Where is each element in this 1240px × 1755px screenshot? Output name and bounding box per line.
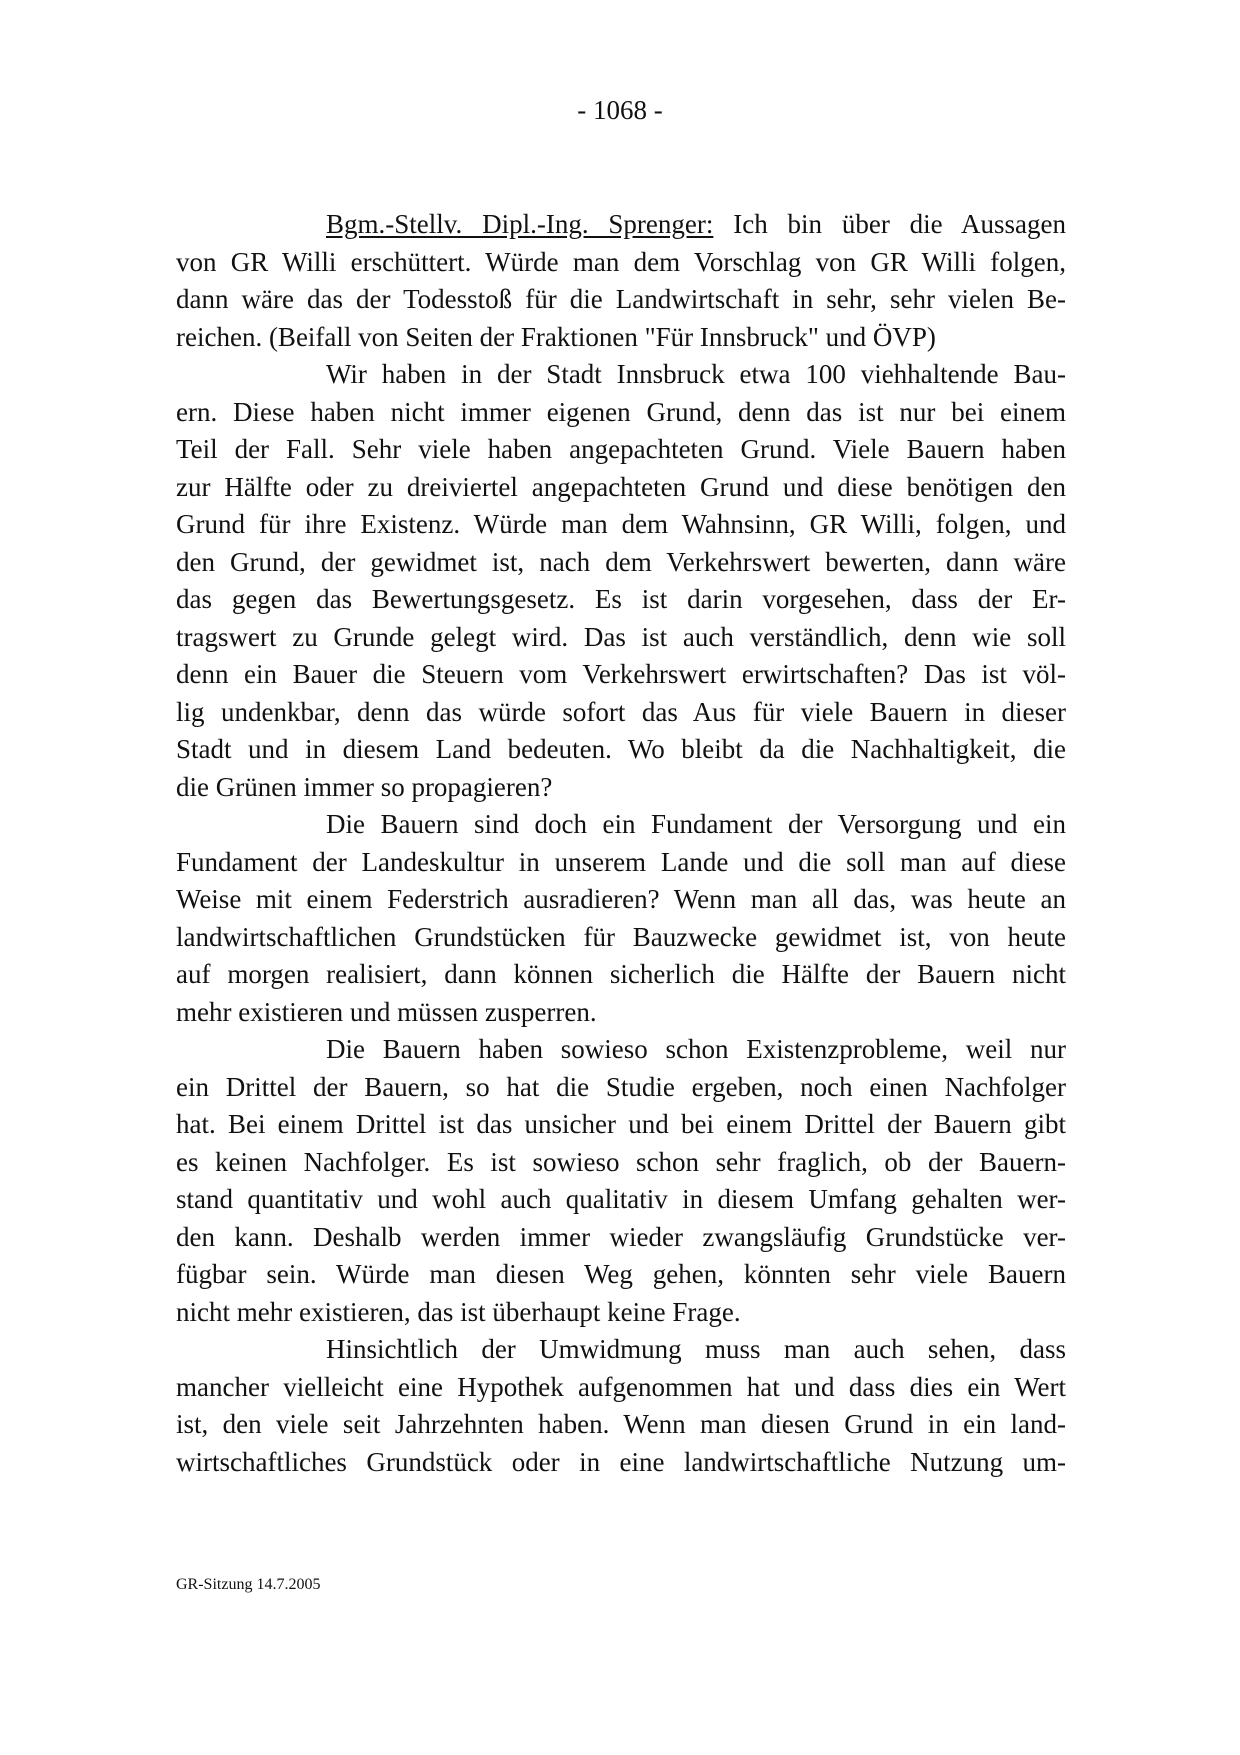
speaker-name: Bgm.-Stellv. Dipl.-Ing. Sprenger: <box>326 209 714 239</box>
text-line: auf morgen realisiert, dann können sicherlich die Hälfte der Bauern nicht <box>176 959 1066 989</box>
text-line: Wir haben in der Stadt Innsbruck etwa 100 viehhaltende Bau- <box>326 359 1066 389</box>
text-line-content: Ich bin über die Aussagen <box>733 209 1066 239</box>
text-line: von GR Willi erschüttert. Würde man dem Vorschlag von GR Willi folgen, <box>176 246 1066 277</box>
text-line: Teil der Fall. Sehr viele haben angepachteten Grund. Viele Bauern haben <box>176 434 1066 464</box>
text-line: es keinen Nachfolger. Es ist sowieso schon sehr fraglich, ob der Bauern- <box>176 1146 1066 1177</box>
text-line: tragswert zu Grunde gelegt wird. Das ist auch verständlich, denn wie soll <box>176 621 1066 652</box>
footer-session-date: GR-Sitzung 14.7.2005 <box>176 1576 321 1593</box>
text-line: wirtschaftliches Grundstück oder in eine landwirtschaftliche Nutzung um- <box>176 1446 1066 1477</box>
text-line: mancher vielleicht eine Hypothek aufgenommen hat und dass dies ein Wert <box>176 1371 1066 1402</box>
text-line: reichen. (Beifall von Seiten der Fraktionen "Für Innsbruck" und ÖVP) <box>176 321 936 352</box>
text-line: zur Hälfte oder zu dreiviertel angepachteten Grund und diese benötigen den <box>176 471 1066 502</box>
text-line: Fundament der Landeskultur in unserem Lande und die soll man auf diese <box>176 846 1066 877</box>
text-line <box>176 206 1066 244</box>
text-line: lig undenkbar, denn das würde sofort das Aus für viele Bauern in dieser <box>176 696 1066 727</box>
text-line: das gegen das Bewertungsgesetz. Es ist darin vorgesehen, dass der Er- <box>176 584 1066 614</box>
document-body <box>176 206 1066 1481</box>
text-line: ist, den viele seit Jahrzehnten haben. Wenn man diesen Grund in ein land- <box>176 1409 1066 1439</box>
text-line: ein Drittel der Bauern, so hat die Studie ergeben, noch einen Nachfolger <box>176 1071 1066 1102</box>
text-line: hat. Bei einem Drittel ist das unsicher und bei einem Drittel der Bauern gibt <box>176 1109 1066 1139</box>
text-line: Die Bauern haben sowieso schon Existenzprobleme, weil nur <box>326 1034 1066 1064</box>
text-line: Weise mit einem Federstrich ausradieren? Wenn man all das, was heute an <box>176 884 1066 914</box>
text-line: Die Bauern sind doch ein Fundament der Versorgung und ein <box>326 809 1066 839</box>
text-line: den kann. Deshalb werden immer wieder zwangsläufig Grundstücke ver- <box>176 1221 1066 1252</box>
text-line: stand quantitativ und wohl auch qualitativ in diesem Umfang gehalten wer- <box>176 1184 1066 1214</box>
text-line: Hinsichtlich der Umwidmung muss man auch sehen, dass <box>326 1334 1066 1364</box>
text-line: landwirtschaftlichen Grundstücken für Bauzwecke gewidmet ist, von heute <box>176 921 1066 952</box>
text-line: Grund für ihre Existenz. Würde man dem Wahnsinn, GR Willi, folgen, und <box>176 509 1066 539</box>
text-line: mehr existieren und müssen zusperren. <box>176 996 597 1027</box>
text-line: denn ein Bauer die Steuern vom Verkehrswert erwirtschaften? Das ist völ- <box>176 659 1066 689</box>
text-line: ern. Diese haben nicht immer eigenen Grund, denn das ist nur bei einem <box>176 396 1066 427</box>
text-line: den Grund, der gewidmet ist, nach dem Verkehrswert bewerten, dann wäre <box>176 546 1066 577</box>
text-line: Stadt und in diesem Land bedeuten. Wo bleibt da die Nachhaltigkeit, die <box>176 734 1066 764</box>
text-line: die Grünen immer so propagieren? <box>176 771 553 802</box>
text-line: fügbar sein. Würde man diesen Weg gehen, könnten sehr viele Bauern <box>176 1259 1066 1289</box>
page-number: - 1068 - <box>577 95 663 125</box>
text-line: nicht mehr existieren, das ist überhaupt keine Frage. <box>176 1296 741 1327</box>
text-line: dann wäre das der Todesstoß für die Landwirtschaft in sehr, sehr vielen Be- <box>176 284 1066 314</box>
